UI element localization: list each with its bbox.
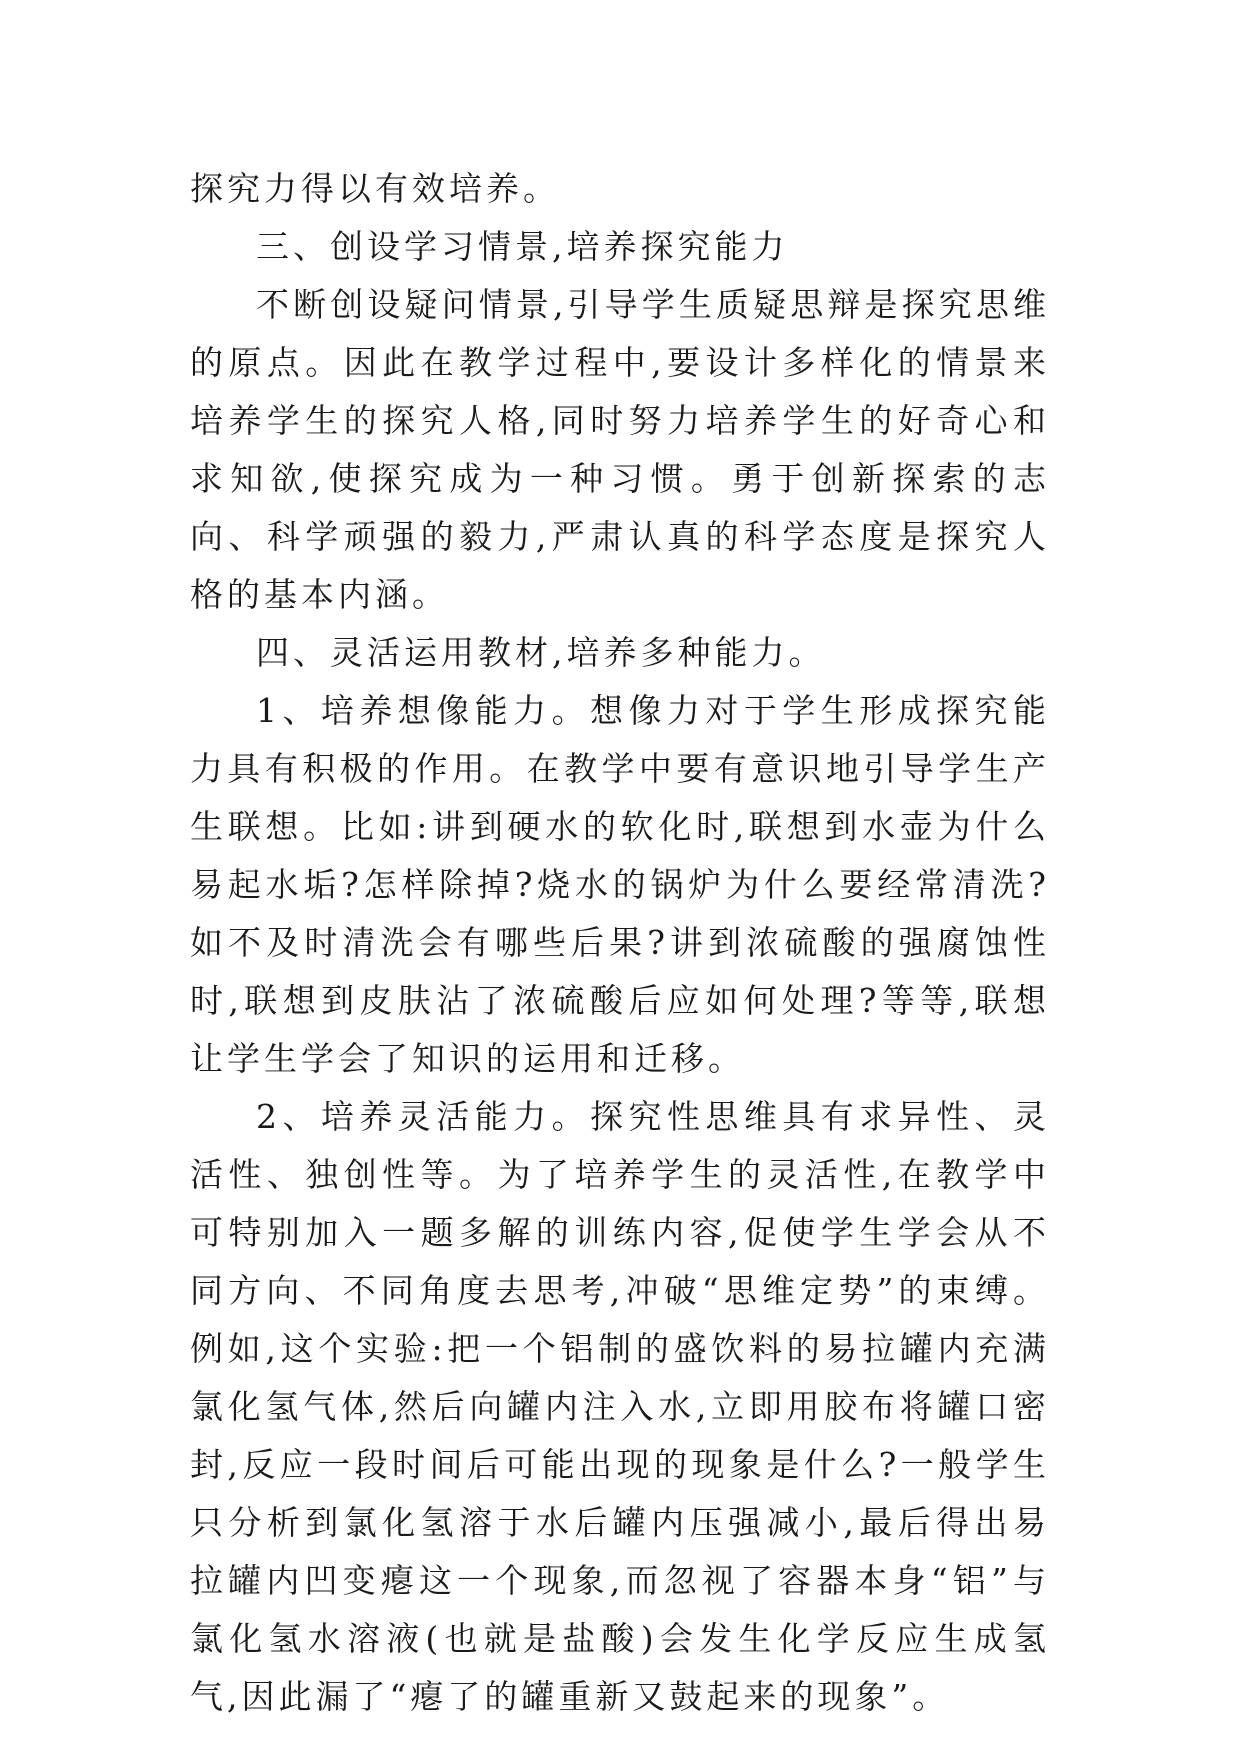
paragraph-imagination: 1、培养想像能力。想像力对于学生形成探究能力具有积极的作用。在教学中要有意识地引导学生产生联想。比如:讲到硬水的软化时,联想到水壶为什么易起水垢?怎样除掉?烧水的锅炉为什么要经常清洗?如不及时清洗会有哪些后果?讲到浓硫酸的强腐蚀性时,联想到皮肤沾了浓硫酸后应如何处理?等等,联想让学生学会了知识的运用和迁移。 [190, 691, 1050, 1078]
paragraph-flexibility: 2、培养灵活能力。探究性思维具有求异性、灵活性、独创性等。为了培养学生的灵活性,在教学中可特别加入一题多解的训练内容,促使学生学会从不同方向、不同角度去思考,冲破“思维定势”的束缚。例如,这个实验:把一个铝制的盛饮料的易拉罐内充满氯化氢气体,然后向罐内注入水,立即用胶布将罐口密封,反应一段时间后可能出现的现象是什么?一般学生只分析到氯化氢溶于水后罐内压强减小,最后得出易拉罐内凹变瘪这一个现象,而忽视了容器本身“铝”与氯化氢水溶液(也就是盐酸)会发生化学反应生成氢气,因此漏了“瘪了的罐重新又鼓起来的现象”。 [190, 1097, 1050, 1716]
paragraph-continuation: 探究力得以有效培养。 [190, 169, 560, 208]
section-heading-4: 四、灵活运用教材,培养多种能力。 [256, 633, 826, 672]
section-heading-3: 三、创设学习情景,培养探究能力 [256, 227, 789, 266]
document-body [190, 160, 1050, 1726]
paragraph-inquiry-scenario: 不断创设疑问情景,引导学生质疑思辩是探究思维的原点。因此在教学过程中,要设计多样化的情景来培养学生的探究人格,同时努力培养学生的好奇心和求知欲,使探究成为一种习惯。勇于创新探索的志向、科学顽强的毅力,严肃认真的科学态度是探究人格的基本内涵。 [190, 285, 1050, 614]
